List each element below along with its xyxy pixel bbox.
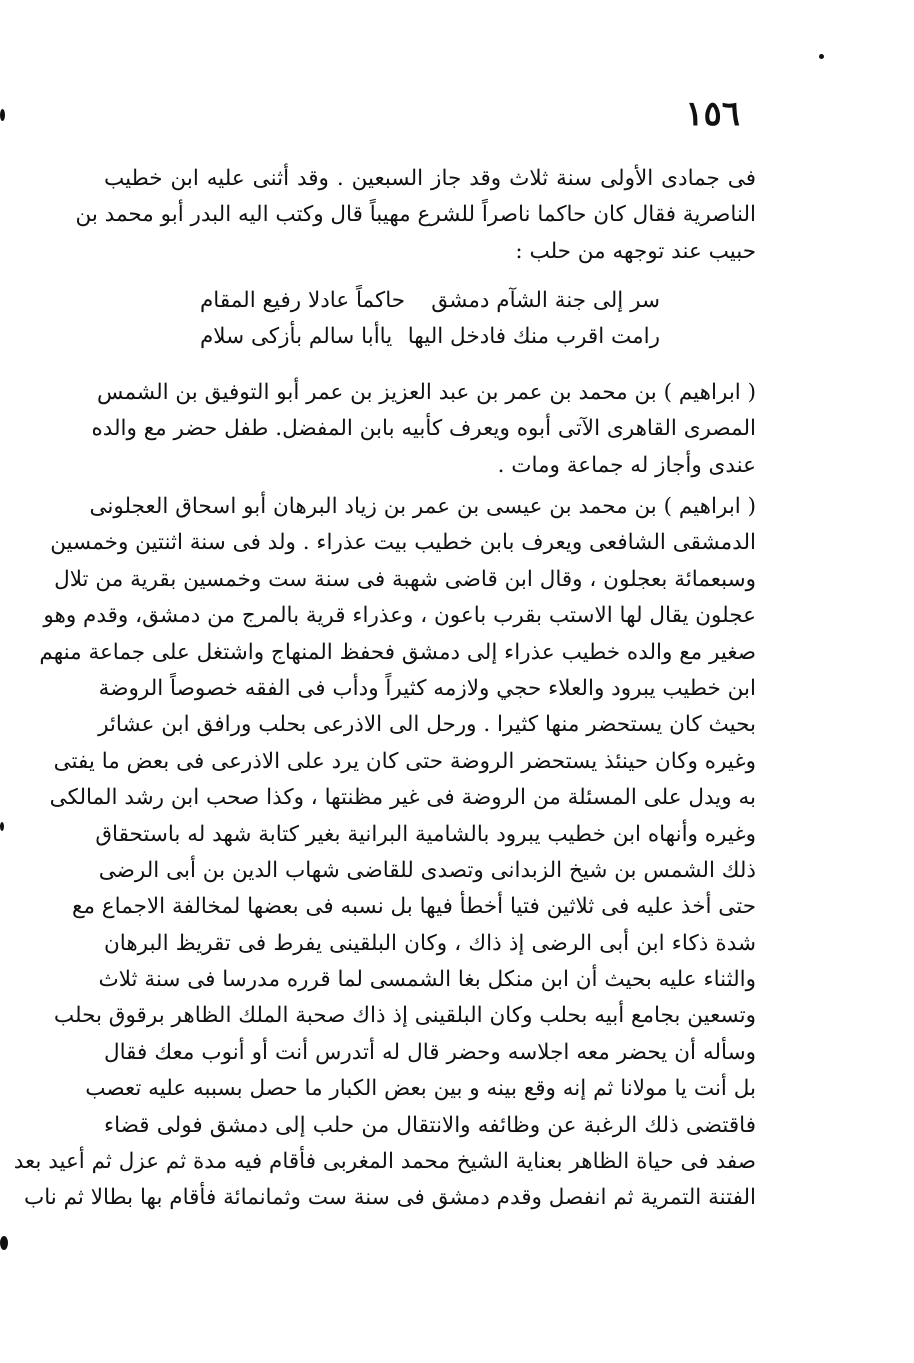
text-line: وغيره وأنهاه ابن خطيب يبرود بالشامية البرانية بغير كتابة شهد له باستحقاق: [95, 821, 756, 847]
text-line: ( ابراهيم ) بن محمد بن عيسى بن عمر بن زياد البرهان أبو اسحاق العجلونى: [89, 494, 756, 519]
scan-speck: [0, 109, 5, 121]
text-line: ابن خطيب يبرود والعلاء حجي ولازمه كثيراً ودأب فى الفقه خصوصاً الروضة: [98, 675, 756, 701]
text-line: وغيره وكان حينئذ يستحضر الروضة حتى كان يرد على الاذرعى فى بعض ما يفتى: [53, 748, 756, 774]
scan-speck: [819, 54, 824, 59]
text-line: والثناء عليه بحيث أن ابن منكل بغا الشمسى لما قرره مدرسا فى سنة ثلاث: [98, 967, 756, 993]
text-line: عجلون يقال لها الاستب بقرب باعون ، وعذراء قرية بالمرج من دمشق، وقدم وهو: [43, 603, 756, 629]
text-line: وتسعين بجامع أبيه بحلب وكان البلقينى إذ ذاك صحبة الملك الظاهر برقوق بحلب: [53, 1003, 756, 1029]
text-line: فاقتضى ذلك الرغبة عن وظائفه والانتقال من حلب إلى دمشق فولى قضاء: [104, 1112, 756, 1138]
verse-line: [200, 283, 660, 319]
text-line: الناصرية فقال كان حاكما ناصراً للشرع مهيباً قال وكتب اليه البدر أبو محمد بن: [75, 202, 756, 228]
text-line: صفد فى حياة الظاهر بعناية الشيخ محمد المغربى فأقام فيه مدة ثم عزل ثم أعيد بعد: [13, 1149, 756, 1175]
text-line: فى جمادى الأولى سنة ثلاث وقد جاز السبعين . وقد أثنى عليه ابن خطيب: [104, 166, 756, 191]
text-line: به ويدل على المسئلة من الروضة فى غير مظنتها ، وكذا صحب ابن رشد المالكى: [49, 785, 756, 811]
text-line: ذلك الشمس بن شيخ الزبدانى وتصدى للقاضى شهاب الدين بن أبى الرضى: [98, 857, 756, 883]
biography-entry: [13, 489, 756, 1217]
text-line: الدمشقى الشافعى ويعرف بابن خطيب بيت عذراء . ولد فى سنة اثنتين وخمسين: [50, 530, 756, 556]
scan-speck: [0, 822, 4, 831]
text-line: بل أنت يا مولانا ثم إنه وقع بينه و بين بعض الكبار ما حصل بسببه عليه تعصب: [85, 1076, 756, 1102]
page-number: ١٥٦: [685, 94, 740, 134]
text-line: بحيث كان يستحضر منها كثيرا . ورحل الى الاذرعى بحلب ورافق ابن عشائر: [98, 712, 756, 738]
poem-verses: [200, 283, 660, 356]
verse-second-hemistich: حاكماً عادلا رفيع المقام: [200, 288, 406, 313]
biography-entry: [91, 375, 756, 484]
text-line: صغير مع والده خطيب عذراء إلى دمشق فحفظ المنهاج واشتغل على جماعة منهم: [39, 639, 756, 665]
verse-second-hemistich: ياأبا سالم بأزكى سلام: [200, 324, 393, 350]
text-line: وسبعمائة بعجلون ، وقال ابن قاضى شهبة فى سنة ست وخمسين بقرية من تلال: [54, 566, 756, 592]
paragraph-continuation: [75, 161, 756, 270]
text-line: ( ابراهيم ) بن محمد بن عمر بن عبد العزيز بن عمر أبو التوفيق بن الشمس: [97, 380, 756, 405]
text-line: الفتنة التمرية ثم انفصل وقدم دمشق فى سنة ست وثمانمائة فأقام بها بطالا ثم ناب: [24, 1185, 756, 1211]
verse-first-hemistich: رامت اقرب منك فادخل اليها: [407, 324, 660, 350]
text-line: وسأله أن يحضر معه اجلاسه وحضر قال له أتدرس أنت أو أنوب معك فقال: [104, 1039, 756, 1065]
text-line: عندى وأجاز له جماعة ومات .: [497, 452, 756, 478]
text-line: شدة ذكاء ابن أبى الرضى إذ ذاك ، وكان البلقينى يفرط فى تقريظ البرهان: [104, 930, 756, 956]
text-line: حبيب عند توجهه من حلب :: [515, 238, 756, 264]
verse-first-hemistich: سر إلى جنة الشآم دمشق: [431, 288, 660, 313]
scan-speck: [0, 1236, 8, 1250]
text-line: المصرى القاهرى الآتى أبوه ويعرف كأبيه بابن المفضل. طفل حضر مع والده: [91, 416, 756, 442]
verse-line: [200, 319, 660, 355]
text-line: حتى أخذ عليه فى ثلاثين فتيا أخطأ فيها بل نسبه فى بعضها لمخالفة الاجماع مع: [72, 894, 756, 920]
